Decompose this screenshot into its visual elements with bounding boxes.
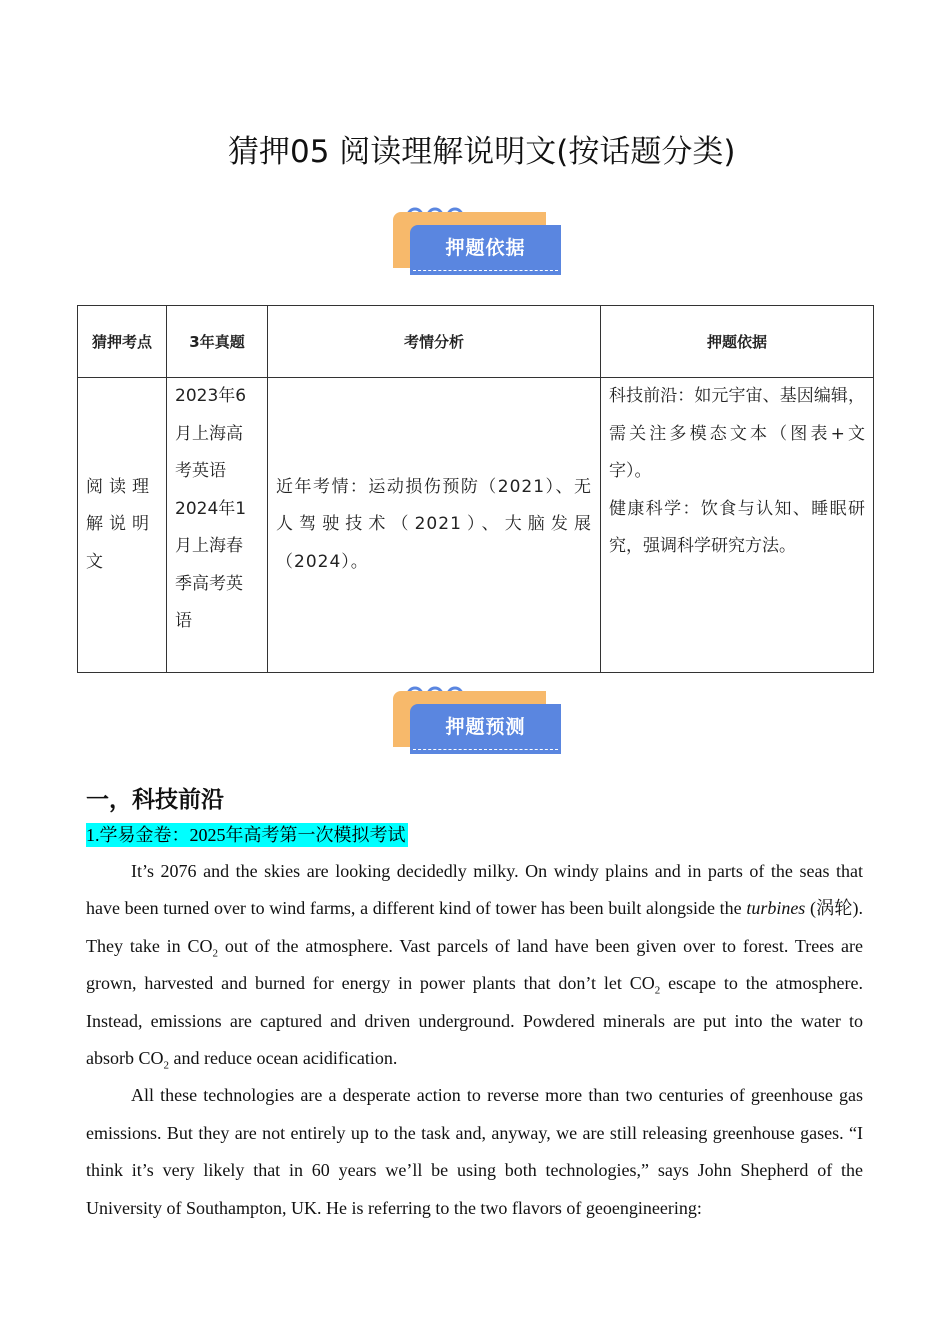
text-run: (涡轮). They take in CO <box>86 898 863 956</box>
badge-dash <box>413 749 558 750</box>
turbines-term: turbines <box>746 898 806 919</box>
cell-analysis: 近年考情：运动损伤预防（2021）、无人驾驶技术（2021）、大脑发展（2024）。 <box>268 378 601 673</box>
section-heading: 一，科技前沿 <box>86 787 224 813</box>
basis-item-2: 健康科学：饮食与认知、睡眠研究，强调科学研究方法。 <box>609 498 865 556</box>
article-paragraph-1 <box>86 853 863 1077</box>
cell-basis <box>601 378 874 673</box>
header-analysis: 考情分析 <box>268 306 601 378</box>
subscript: 2 <box>163 1059 169 1072</box>
basis-item-1: 科技前沿：如元宇宙、基因编辑，需关注多模态文本（图表+文字）。 <box>609 386 865 481</box>
table-row <box>78 378 874 673</box>
text-run: It’s 2076 and the skies are looking decidedly milky. On windy plains and in parts of the seas that have been turned over to wind farms, a different kind of tower has been built alongside the <box>86 861 863 919</box>
prediction-badge <box>393 679 561 759</box>
article-body <box>86 853 863 1227</box>
prediction-badge-label: 押题预测 <box>445 716 526 738</box>
basis-badge <box>393 200 561 280</box>
text-run: out of the atmosphere. Vast parcels of land have been given over to forest. Trees are grown, harvested and burned for energy in power plants that don’t let CO <box>86 935 863 994</box>
cell-topic: 阅读理解说明文 <box>78 378 167 673</box>
text-run: and reduce ocean acidification. <box>169 1048 398 1069</box>
badge-dash <box>413 270 558 271</box>
basis-badge-label: 押题依据 <box>445 237 526 259</box>
header-topic: 猜押考点 <box>78 306 167 378</box>
table-header-row <box>78 306 874 378</box>
header-basis: 押题依据 <box>601 306 874 378</box>
subscript: 2 <box>654 984 661 997</box>
article-paragraph-2: All these technologies are a desperate action to reverse more than two centuries of greenhouse gas emissions. But they are not entirely up to the task and, anyway, we are still releasing greenhouse gases. “I think it’s very likely that in 60 years we’ll be using both technologies,” says John Shepherd of the University of Southampton, UK. He is referring to the two flavors of geoengineering: <box>86 1085 863 1218</box>
exam-item-1: 2023年6月上海高考英语 <box>175 386 247 481</box>
page-title: 猜押05 阅读理解说明文(按话题分类) <box>228 134 736 170</box>
text-run: escape to the atmosphere. Instead, emissions are captured and driven underground. Powdered minerals are put into the water to absorb CO <box>86 973 863 1069</box>
header-exams: 3年真题 <box>167 306 268 378</box>
source-line: 1.学易金卷：2025年高考第一次模拟考试 <box>86 825 406 845</box>
subscript: 2 <box>212 947 219 960</box>
cell-exams <box>167 378 268 673</box>
exam-item-2: 2024年1月上海春季高考英语 <box>175 498 247 631</box>
analysis-table <box>77 305 874 673</box>
